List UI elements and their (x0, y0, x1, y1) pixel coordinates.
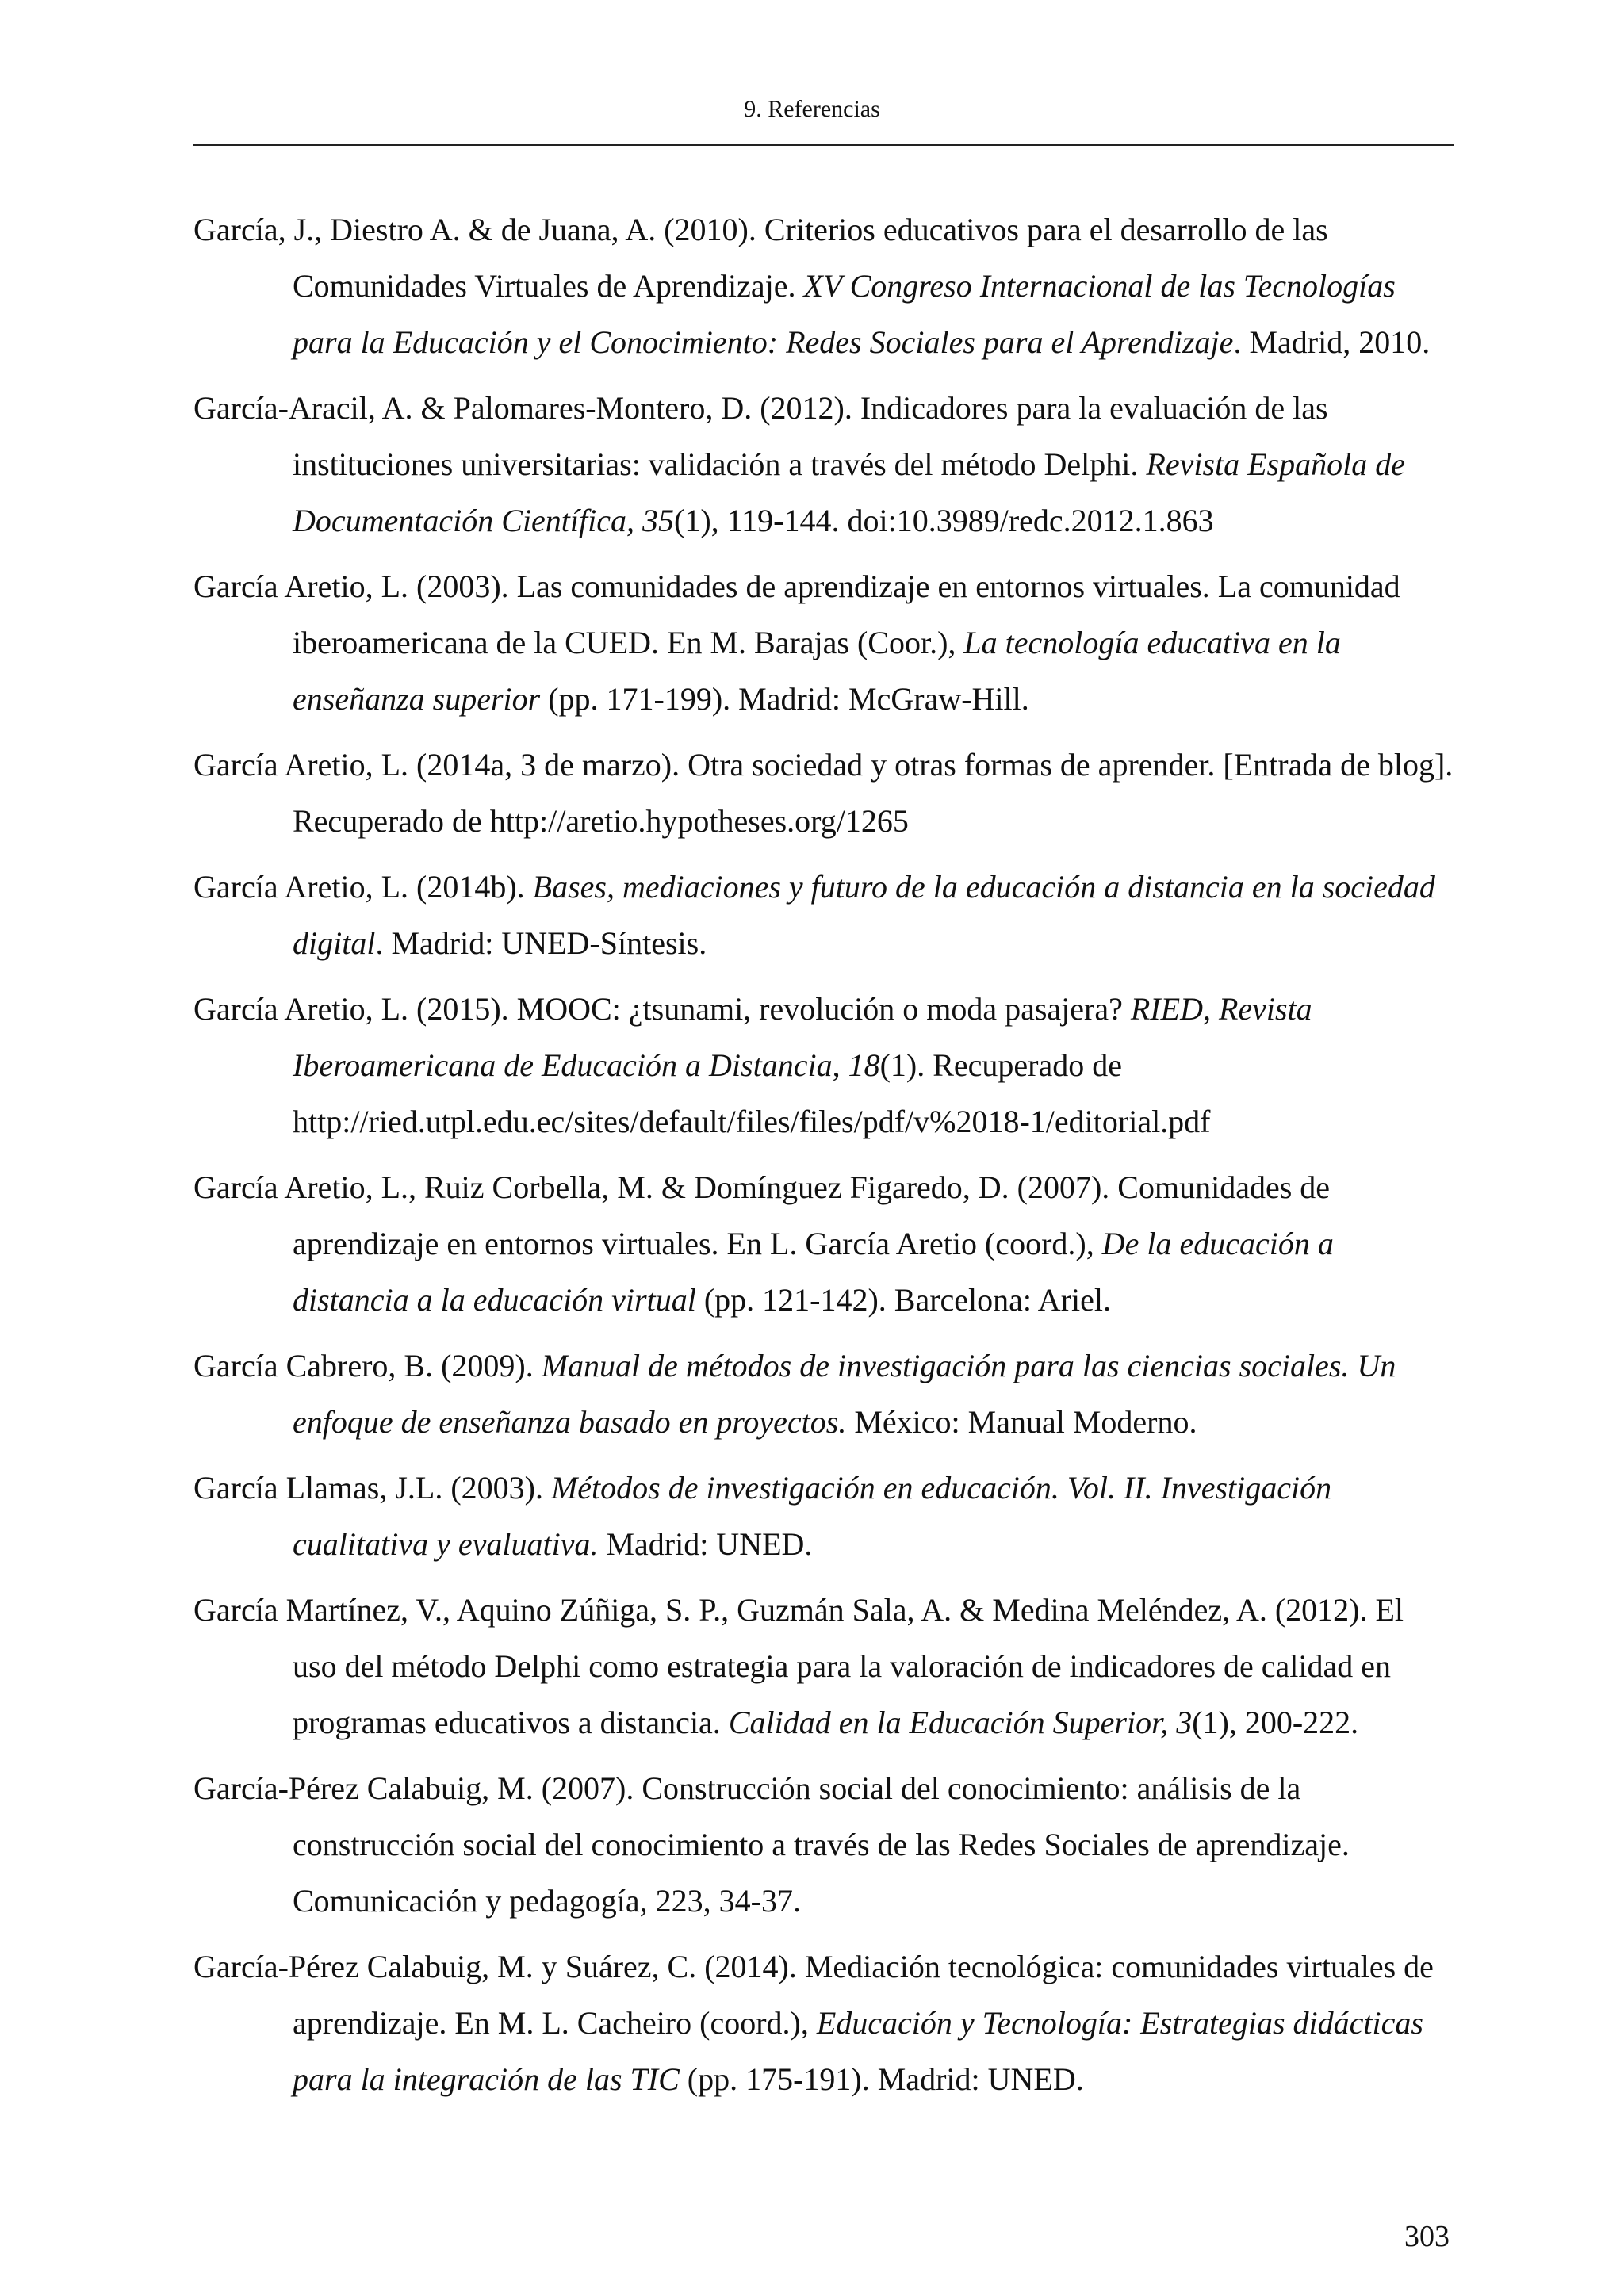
reference-italic-segment: XV Congreso Internacional de las Tecnologías para la Educación y el Conocimiento: Redes Sociales para el Aprendizaje (293, 268, 1396, 360)
reference-text-segment: García-Pérez Calabuig, M. y Suárez, C. (2014). Mediación tecnológica: comunidades virtuales de aprendizaje. En M. L. Cacheiro (coord.), (193, 1949, 1434, 2041)
reference-text-segment: . Madrid, 2010. (1233, 324, 1431, 360)
reference-italic-segment: RIED, Revista Iberoamericana de Educación a Distancia (293, 991, 1312, 1083)
reference-entry (193, 1938, 1454, 2107)
reference-text-segment: , (832, 1047, 848, 1083)
reference-text-segment: García-Aracil, A. & Palomares-Montero, D. (2012). Indicadores para la evaluación de las instituciones universitarias: validación a través del método Delphi. (193, 390, 1328, 482)
reference-entry (193, 558, 1454, 727)
reference-text-segment: (1), 200-222. (1192, 1705, 1359, 1740)
running-header: 9. Referencias (744, 96, 880, 122)
reference-text-segment: García, J., Diestro A. & de Juana, A. (2010). Criterios educativos para el desarrollo de las Comunidades Virtuales de Aprendizaje. (193, 212, 1328, 304)
reference-text-segment: García-Pérez Calabuig, M. (2007). Construcción social del conocimiento: análisis de la construcción social del conocimiento a través de las Redes Sociales de aprendizaje. Comunicación y pedagogía, 223, 34-37. (193, 1770, 1350, 1919)
reference-text-segment: México: Manual Moderno. (846, 1404, 1197, 1440)
reference-text-segment: García Llamas, J.L. (2003). (193, 1470, 551, 1506)
reference-italic-segment: Bases, mediaciones y futuro de la educación a distancia en la sociedad digital (293, 869, 1435, 961)
reference-text-segment: García Aretio, L., Ruiz Corbella, M. & Domínguez Figaredo, D. (2007). Comunidades de aprendizaje en entornos virtuales. En L. García Aretio (coord.), (193, 1169, 1331, 1261)
reference-text-segment: García Aretio, L. (2003). Las comunidades de aprendizaje en entornos virtuales. La comunidad iberoamericana de la CUED. En M. Barajas (Coor.), (193, 568, 1400, 660)
reference-italic-segment: Educación y Tecnología: Estrategias didácticas para la integración de las TIC (293, 2005, 1423, 2097)
reference-entry (193, 737, 1454, 849)
reference-text-segment: (pp. 171-199). Madrid: McGraw-Hill. (540, 681, 1029, 717)
reference-italic-segment: La tecnología educativa en la enseñanza superior (293, 625, 1341, 717)
header-rule (193, 144, 1454, 146)
reference-entry (193, 1337, 1454, 1450)
reference-italic-segment: Calidad en la Educación Superior, 3 (728, 1705, 1193, 1740)
reference-entry (193, 1582, 1454, 1751)
reference-text-segment: García Cabrero, B. (2009). (193, 1348, 542, 1383)
reference-entry (193, 201, 1454, 370)
reference-text-segment: García Aretio, L. (2014b). (193, 869, 533, 905)
reference-entry (193, 380, 1454, 549)
reference-italic-segment: Métodos de investigación en educación. Vol. II. Investigación cualitativa y evaluativa. (293, 1470, 1332, 1562)
reference-text-segment: (pp. 175-191). Madrid: UNED. (679, 2061, 1084, 2097)
reference-text-segment: García Aretio, L. (2015). MOOC: ¿tsunami, revolución o moda pasajera? (193, 991, 1131, 1027)
reference-italic-segment: Revista Española de Documentación Científica, 35 (293, 446, 1405, 538)
reference-entry (193, 1159, 1454, 1328)
reference-italic-segment: 18 (848, 1047, 880, 1083)
reference-text-segment: . Madrid: UNED-Síntesis. (375, 925, 707, 961)
reference-text-segment: (1), 119-144. doi:10.3989/redc.2012.1.863 (674, 503, 1214, 538)
reference-entry (193, 981, 1454, 1150)
reference-text-segment: (pp. 121-142). Barcelona: Ariel. (695, 1282, 1111, 1318)
reference-entry (193, 1460, 1454, 1572)
reference-text-segment: Madrid: UNED. (598, 1526, 813, 1562)
reference-list (193, 201, 1454, 2117)
reference-entry (193, 859, 1454, 971)
reference-text-segment: García Aretio, L. (2014a, 3 de marzo). Otra sociedad y otras formas de aprender. [Entrada de blog]. Recuperado de http://aretio.hypotheses.org/1265 (193, 747, 1454, 839)
page-number: 303 (1404, 2220, 1450, 2253)
reference-entry (193, 1760, 1454, 1929)
reference-italic-segment: De la educación a distancia a la educación virtual (293, 1226, 1334, 1318)
reference-text-segment: García Martínez, V., Aquino Zúñiga, S. P., Guzmán Sala, A. & Medina Meléndez, A. (2012). El uso del método Delphi como estrategia para la valoración de indicadores de calidad en programas educativos a distancia. (193, 1592, 1404, 1740)
reference-text-segment: (1). Recuperado de http://ried.utpl.edu.ec/sites/default/files/files/pdf/v%2018-1/editorial.pdf (293, 1047, 1211, 1139)
reference-italic-segment: Manual de métodos de investigación para las ciencias sociales. Un enfoque de enseñanza basado en proyectos. (293, 1348, 1396, 1440)
